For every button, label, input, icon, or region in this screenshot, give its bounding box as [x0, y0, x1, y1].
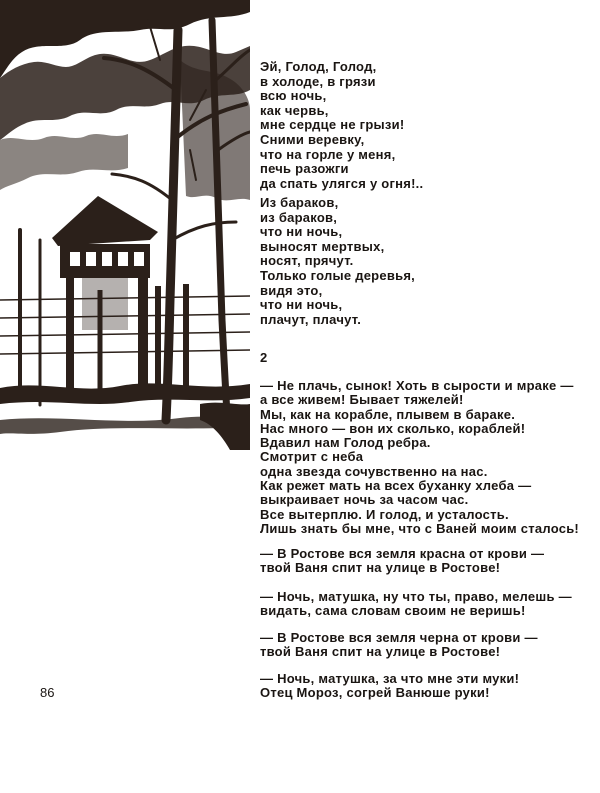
poem-stanza: [260, 672, 519, 701]
verse-line: что на горле у меня,: [260, 146, 396, 162]
verse-line: что ни ночь,: [260, 224, 343, 240]
verse-line: — Ночь, матушка, ну что ты, право, мелешь —: [260, 589, 572, 604]
poem-stanza: [260, 547, 544, 576]
verse-line: Из бараков,: [260, 195, 339, 210]
section-number: 2: [260, 350, 268, 365]
verse-line: твой Ваня спит на улице в Ростове!: [260, 644, 501, 660]
verse-line: Сними веревку,: [260, 131, 365, 147]
verse-line: одна звезда сочувственно на нас.: [260, 463, 488, 479]
verse-line: Как режет мать на всех буханку хлеба —: [260, 478, 532, 494]
verse-line: Мы, как на корабле, плывем в бараке.: [260, 406, 516, 422]
poem-stanza: [260, 590, 572, 619]
verse-line: твой Ваня спит на улице в Ростове!: [260, 560, 501, 576]
verse-line: всю ночь,: [260, 88, 327, 104]
woodcut-illustration: [0, 0, 250, 450]
verse-line: Смотрит с неба: [260, 449, 364, 465]
poem-stanza: [260, 60, 423, 191]
verse-line: в холоде, в грязи: [260, 73, 376, 89]
verse-line: что ни ночь,: [260, 297, 343, 313]
verse-line: плачут, плачут.: [260, 311, 362, 327]
verse-line: — Ночь, матушка, за что мне эти муки!: [260, 671, 520, 686]
verse-line: Все вытерплю. И голод, и усталость.: [260, 506, 509, 522]
verse-line: печь разожги: [260, 161, 349, 177]
verse-line: а все живем! Бывает тяжелей!: [260, 392, 464, 408]
verse-line: Лишь знать бы мне, что с Ваней моим сталось!: [260, 520, 580, 536]
verse-line: носят, прячут.: [260, 253, 354, 269]
verse-line: из бараков,: [260, 209, 338, 225]
verse-line: как червь,: [260, 102, 329, 118]
verse-line: видать, сама словам своим не веришь!: [260, 603, 526, 619]
verse-line: да спать улягся у огня!..: [260, 175, 424, 191]
verse-line: — Не плачь, сынок! Хоть в сырости и мраке —: [260, 378, 574, 393]
verse-line: Нас много — вон их сколько, кораблей!: [260, 420, 526, 436]
verse-line: мне сердце не грызи!: [260, 117, 405, 133]
poem-stanza: [260, 196, 415, 327]
verse-line: Отец Мороз, согрей Ванюше руки!: [260, 685, 490, 701]
verse-line: выносят мертвых,: [260, 238, 385, 254]
snowy-ground: [0, 383, 250, 450]
poem-stanza: [260, 379, 579, 536]
verse-line: Вдавил нам Голод ребра.: [260, 435, 431, 451]
verse-line: — В Ростове вся земля черна от крови —: [260, 630, 538, 645]
verse-line: выкраивает ночь за часом час.: [260, 492, 469, 508]
verse-line: — В Ростове вся земля красна от крови —: [260, 546, 545, 561]
verse-line: Эй, Голод, Голод,: [260, 59, 377, 74]
verse-line: Только голые деревья,: [260, 267, 416, 283]
page-number: 86: [40, 685, 55, 700]
verse-line: видя это,: [260, 282, 323, 298]
watchtower: [52, 196, 158, 390]
poem-stanza: [260, 631, 538, 660]
